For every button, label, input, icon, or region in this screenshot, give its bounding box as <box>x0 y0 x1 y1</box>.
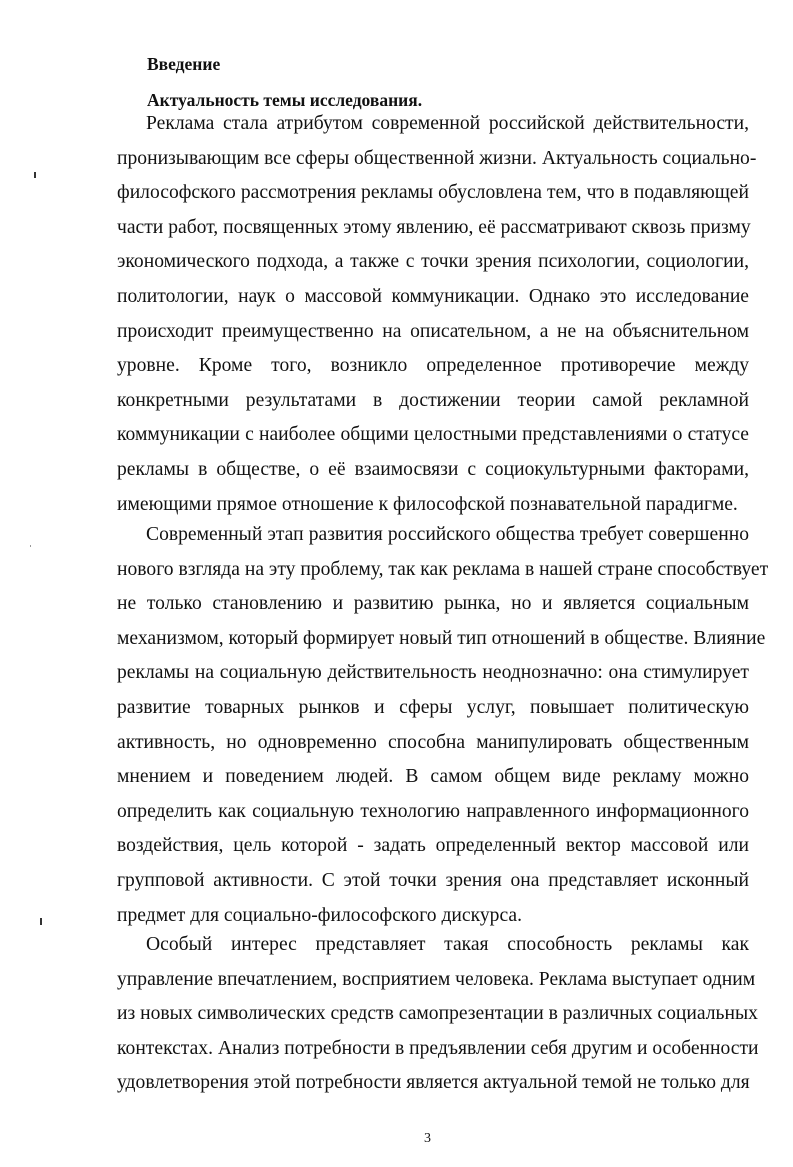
text-line: определить как социальную технологию направленного информационного <box>117 800 749 822</box>
text-line: рекламы в обществе, о её взаимосвязи с социокультурными факторами, <box>117 458 749 480</box>
text-line: управление впечатлением, восприятием человека. Реклама выступает одним <box>117 968 756 990</box>
text-line: Реклама стала атрибутом современной российской действительности, <box>146 113 749 134</box>
text-line: уровне. Кроме того, возникло определенное противоречие между <box>117 355 749 377</box>
scan-mark <box>34 172 36 178</box>
text-line: нового взгляда на эту проблему, так как реклама в нашей стране способствует <box>117 558 769 580</box>
text-line: активность, но одновременно способна манипулировать общественным <box>117 731 749 753</box>
text-line: происходит преимущественно на описательном, а не на объяснительном <box>117 320 749 342</box>
text-line: из новых символических средств самопрезентации в различных социальных <box>117 1003 758 1025</box>
text-line: Особый интерес представляет такая способность рекламы как <box>146 934 749 955</box>
text-line: механизмом, который формирует новый тип отношений в обществе. Влияние <box>117 627 766 649</box>
text-line: мнением и поведением людей. В самом общем виде рекламу можно <box>117 766 749 788</box>
paragraph-1 <box>117 107 757 522</box>
text-line: экономического подхода, а также с точки зрения психологии, социологии, <box>117 251 749 273</box>
text-line: воздействия, цель которой - задать определенный вектор массовой или <box>117 835 749 857</box>
paragraph-2 <box>117 518 769 933</box>
text-line: контекстах. Анализ потребности в предъявлении себя другим и особенности <box>117 1037 759 1059</box>
text-line: пронизывающим все сферы общественной жизни. Актуальность социально- <box>117 147 757 169</box>
text-line: политологии, наук о массовой коммуникации. Однако это исследование <box>117 285 749 307</box>
section-heading-intro: Введение <box>147 54 221 74</box>
text-line: развитие товарных рынков и сферы услуг, повышает политическую <box>117 696 749 718</box>
text-line: рекламы на социальную действительность неоднозначно: она стимулирует <box>117 662 749 684</box>
text-line: не только становлению и развитию рынка, но и является социальным <box>117 593 749 615</box>
scan-mark <box>30 545 31 547</box>
text-line: части работ, посвященных этому явлению, её рассматривают сквозь призму <box>117 216 751 238</box>
paragraph-3 <box>117 928 759 1101</box>
text-line: групповой активности. С этой точки зрения она представляет исконный <box>117 869 749 891</box>
text-line: философского рассмотрения рекламы обусловлена тем, что в подавляющей <box>117 182 749 204</box>
section-heading-relevance: Актуальность темы исследования. <box>147 90 423 110</box>
text-line: конкретными результатами в достижении теории самой рекламной <box>117 389 749 411</box>
page-number: 3 <box>424 1131 431 1146</box>
text-line: имеющими прямое отношение к философской познавательной парадигме. <box>117 493 738 515</box>
text-line: удовлетворения этой потребности является актуальной темой не только для <box>117 1072 750 1094</box>
text-line: Современный этап развития российского общества требует совершенно <box>146 524 749 545</box>
text-line: предмет для социально-философского дискурса. <box>117 904 522 926</box>
text-line: коммуникации с наиболее общими целостными представлениями о статусе <box>117 424 749 446</box>
scan-mark <box>40 918 42 925</box>
